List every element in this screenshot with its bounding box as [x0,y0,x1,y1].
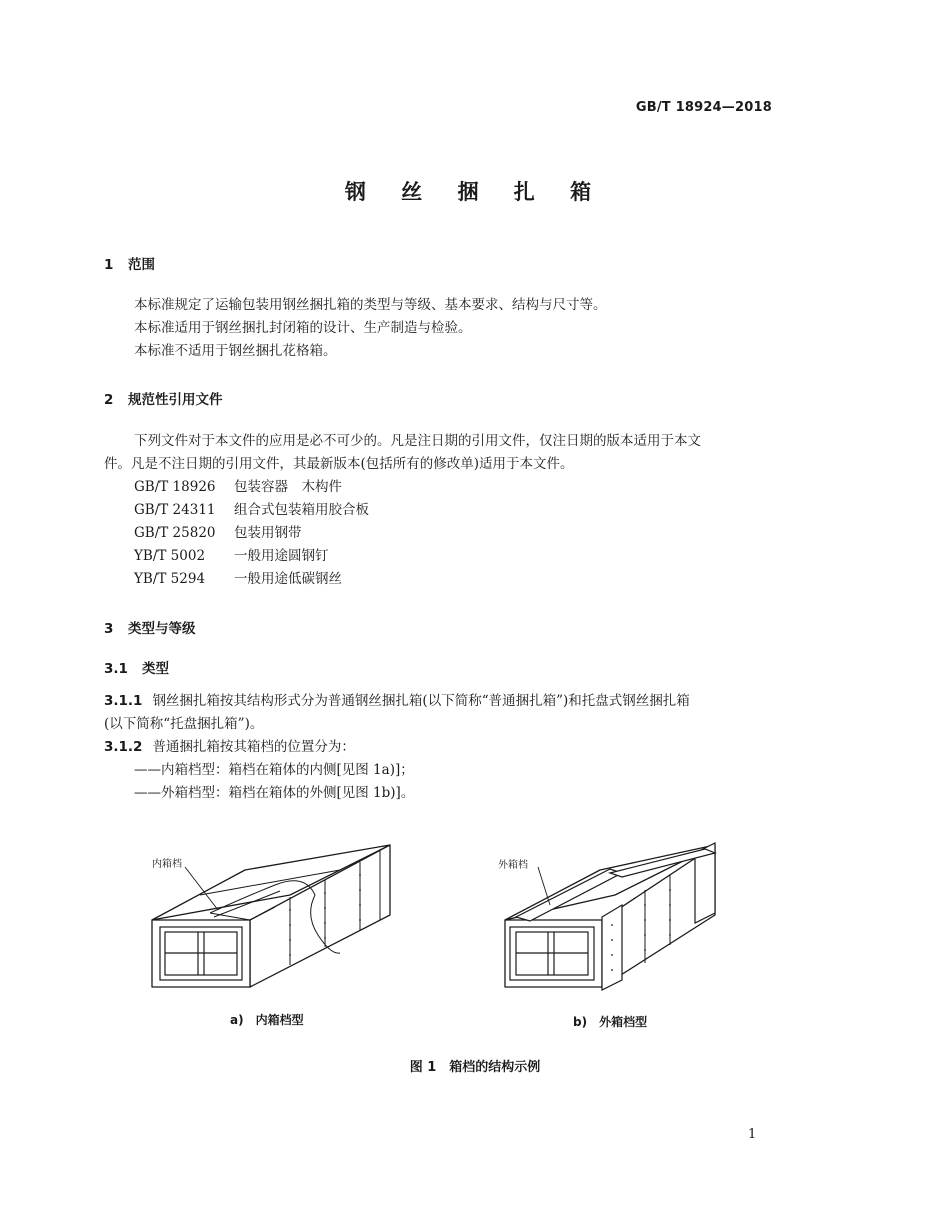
document-title: 钢 丝 捆 扎 箱 [344,180,606,204]
clause-number: 3.1.1 [104,693,143,709]
clause-number: 3.1.2 [104,739,143,755]
reference-title: 一般用途圆钢钉 [234,548,329,564]
reference-code: YB/T 5002 [134,548,206,564]
section-title: 范围 [128,257,155,273]
section-1-paragraph: 本标准规定了运输包装用钢丝捆扎箱的类型与等级、基本要求、结构与尺寸等。 [134,297,607,313]
clause-3-1-1-continuation: (以下简称“托盘捆扎箱”)。 [104,716,264,732]
figure-title: 图 1 箱档的结构示例 [409,1060,541,1075]
reference-code: GB/T 18926 [134,479,216,495]
reference-item [134,476,342,499]
section-2-intro-line: 件。凡是不注日期的引用文件，其最新版本(包括所有的修改单)适用于本文件。 [104,456,574,472]
figure-a-rail-label: 内箱档 [152,859,182,870]
reference-item [134,499,369,522]
page-number: 1 [748,1127,757,1142]
figure-b-rail-label: 外箱档 [498,860,528,871]
section-3-heading [104,617,196,637]
standard-code: GB/T 18924—2018 [635,100,772,115]
section-title: 类型与等级 [128,621,196,637]
section-number: 1 [104,257,114,273]
reference-item [134,545,329,568]
list-item: ——外箱档型：箱档在箱体的外侧[见图 1b)]。 [134,785,415,801]
section-1-heading [104,253,155,273]
reference-code: GB/T 25820 [134,525,216,541]
subsection-number: 3.1 [104,661,128,677]
reference-title: 一般用途低碳钢丝 [234,571,342,587]
figure-b-caption: b) 外箱档型 [573,1015,648,1029]
clause-text: 钢丝捆扎箱按其结构形式分为普通钢丝捆扎箱(以下简称“普通捆扎箱”)和托盘式钢丝捆扎箱 [152,693,690,709]
section-title: 规范性引用文件 [128,392,223,408]
section-1-paragraph: 本标准不适用于钢丝捆扎花格箱。 [134,343,337,359]
section-2-heading [104,388,223,408]
reference-title: 包装用钢带 [234,525,302,541]
section-number: 3 [104,621,114,637]
list-item: ——内箱档型：箱档在箱体的内侧[见图 1a)]； [134,762,414,778]
clause-3-1-2 [104,736,776,759]
figure-1a-inner-rail-box-illustration [140,835,410,1005]
reference-item [134,522,302,545]
section-2-intro-line: 下列文件对于本文件的应用是必不可少的。凡是注日期的引用文件，仅注日期的版本适用于本文 [134,433,701,449]
reference-item [134,568,342,591]
figure-1b-outer-rail-box-illustration [490,835,735,1005]
reference-code: YB/T 5294 [134,571,206,587]
subsection-title: 类型 [142,661,169,677]
section-1-paragraph: 本标准适用于钢丝捆扎封闭箱的设计、生产制造与检验。 [134,320,472,336]
figure-a-caption: a) 内箱档型 [230,1013,304,1027]
subsection-3-1-heading [104,657,169,677]
reference-title: 组合式包装箱用胶合板 [234,502,369,518]
section-number: 2 [104,392,114,408]
clause-text: 普通捆扎箱按其箱档的位置分为： [152,739,355,755]
reference-code: GB/T 24311 [134,502,216,518]
clause-3-1-1 [104,690,776,713]
reference-title: 包装容器 木构件 [234,479,342,495]
